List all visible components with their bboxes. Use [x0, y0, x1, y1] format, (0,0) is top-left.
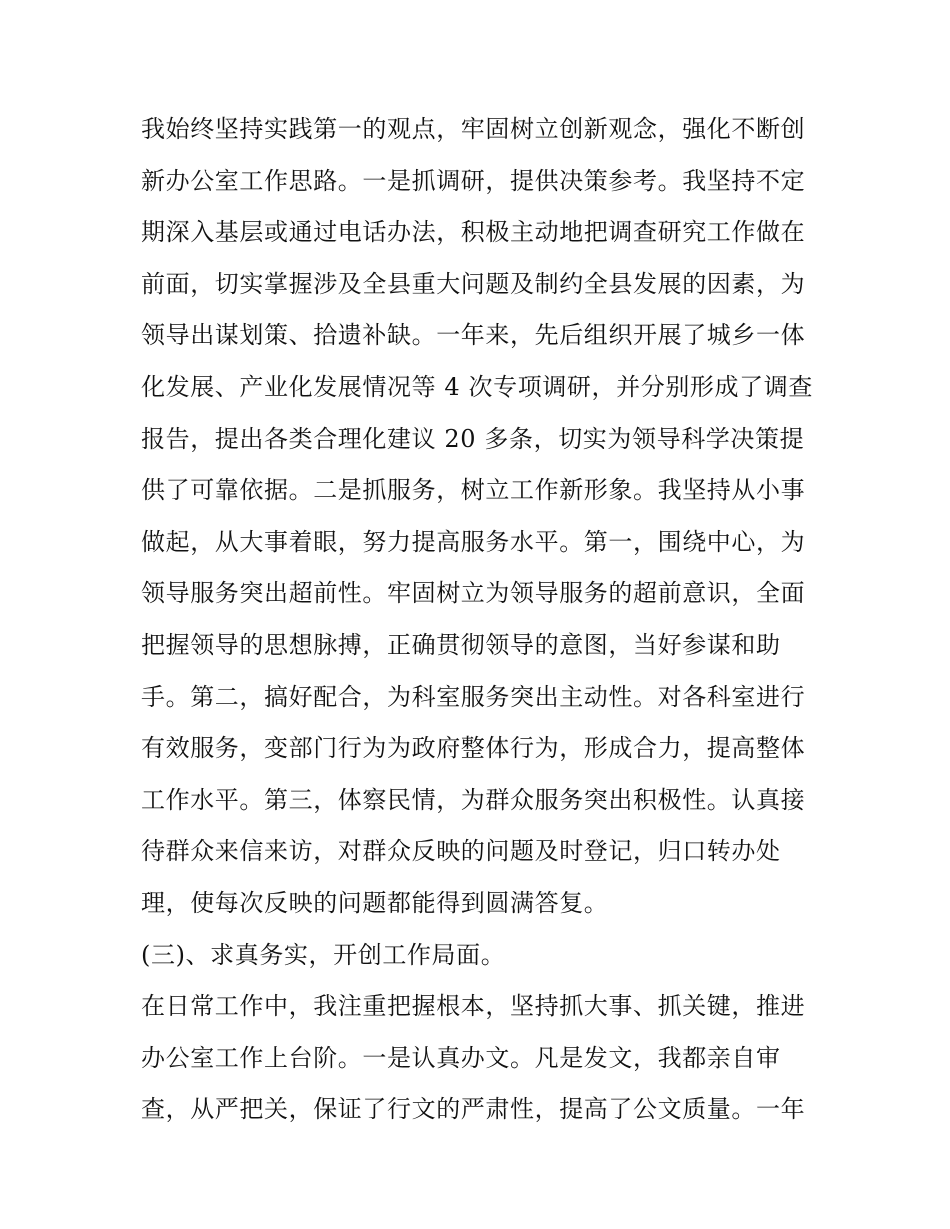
- text-line: 做起，从大事着眼，努力提高服务水平。第一，围绕中心，为: [141, 527, 806, 556]
- text-line: 理，使每次反映的问题都能得到圆满答复。: [141, 888, 609, 917]
- text-line: 报告，提出各类合理化建议 20 多条，切实为领导科学决策提: [141, 424, 805, 453]
- text-line: 办公室工作上台阶。一是认真办文。凡是发文，我都亲自审: [141, 1043, 781, 1072]
- text-line: 我始终坚持实践第一的观点，牢固树立创新观念，强化不断创: [141, 115, 806, 143]
- text-line: 把握领导的思想脉搏，正确贯彻领导的意图，当好参谋和助: [141, 630, 781, 659]
- text-line: 供了可靠依据。二是抓服务，树立工作新形象。我坚持从小事: [141, 476, 806, 505]
- text-line: 工作水平。第三，体察民情，为群众服务突出积极性。认真接: [141, 785, 806, 814]
- text-line: 新办公室工作思路。一是抓调研，提供决策参考。我坚持不定: [141, 166, 806, 195]
- text-line: 查，从严把关，保证了行文的严肃性，提高了公文质量。一年: [141, 1095, 806, 1124]
- text-line: 待群众来信来访，对群众反映的问题及时登记，归口转办处: [141, 837, 781, 866]
- text-line: 领导出谋划策、拾遗补缺。一年来，先后组织开展了城乡一体: [141, 321, 806, 350]
- text-line: 手。第二，搞好配合，为科室服务突出主动性。对各科室进行: [141, 682, 806, 711]
- text-line: 领导服务突出超前性。牢固树立为领导服务的超前意识，全面: [141, 579, 806, 608]
- text-line: 有效服务，变部门行为为政府整体行为，形成合力，提高整体: [141, 734, 806, 763]
- text-line: 期深入基层或通过电话办法，积极主动地把调查研究工作做在: [141, 218, 806, 247]
- text-line: 前面，切实掌握涉及全县重大问题及制约全县发展的因素，为: [141, 269, 806, 298]
- text-line: 在日常工作中，我注重把握根本，坚持抓大事、抓关键，推进: [141, 992, 806, 1021]
- body-text: [141, 104, 813, 1136]
- section-heading: (三)、求真务实，开创工作局面。: [141, 940, 506, 969]
- text-line: 化发展、产业化发展情况等 4 次专项调研，并分别形成了调查: [141, 372, 813, 401]
